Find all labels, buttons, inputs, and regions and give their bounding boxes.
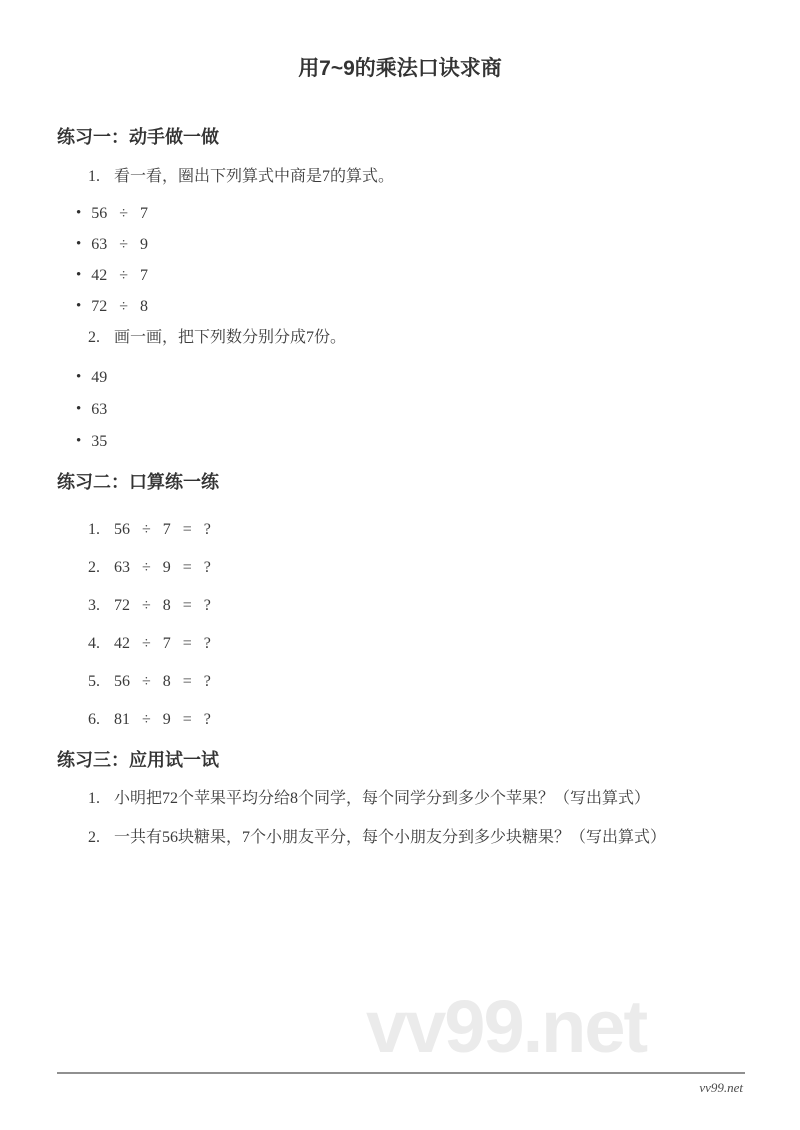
bullet-number: 49 — [91, 369, 108, 386]
bullet-item — [76, 236, 743, 253]
bullet-expression: 56 ÷ 7 — [91, 205, 149, 222]
item-number: 2. — [88, 329, 100, 346]
section-exercise-2 — [57, 471, 743, 729]
problem-item — [57, 711, 743, 729]
problem-item — [57, 559, 743, 577]
bullet-number: 63 — [91, 401, 108, 418]
problem-expression: 63 ÷ 9 = ? — [114, 559, 211, 576]
section-2-heading: 练习二：口算练一练 — [57, 472, 219, 492]
problem-number: 6. — [88, 711, 100, 728]
problem-number: 4. — [88, 635, 100, 652]
footer-divider — [57, 1072, 745, 1074]
problem-item — [57, 597, 743, 615]
problem-number: 1. — [88, 790, 100, 807]
problem-number: 2. — [88, 559, 100, 576]
number-bullet-list — [76, 369, 743, 450]
bullet-item — [76, 298, 743, 315]
bullet-item — [76, 267, 743, 284]
section-1-heading: 练习一：动手做一做 — [57, 127, 219, 147]
instruction-line — [57, 168, 743, 186]
problem-item — [57, 673, 743, 691]
bullet-icon: • — [76, 236, 82, 252]
bullet-expression: 72 ÷ 8 — [91, 298, 149, 315]
section-exercise-1 — [57, 126, 743, 450]
problem-item — [57, 635, 743, 653]
bullet-item — [76, 369, 743, 386]
instruction-text: 画一画，把下列数分别分成7份。 — [114, 329, 347, 346]
section-3-heading: 练习三：应用试一试 — [57, 750, 219, 770]
item-number: 1. — [88, 168, 100, 185]
problem-number: 5. — [88, 673, 100, 690]
word-problem-list — [57, 789, 743, 847]
bullet-item — [76, 433, 743, 450]
bullet-icon: • — [76, 298, 82, 314]
bullet-item — [76, 205, 743, 222]
problem-number: 2. — [88, 829, 100, 846]
watermark: vv99.net — [366, 985, 647, 1068]
bullet-number: 35 — [91, 433, 108, 450]
problem-number: 1. — [88, 521, 100, 538]
bullet-icon: • — [76, 205, 82, 221]
section-exercise-3 — [57, 749, 743, 847]
bullet-icon: • — [76, 433, 82, 449]
word-problem-text: 小明把72个苹果平均分给8个同学，每个同学分到多少个苹果？（写出算式） — [114, 790, 651, 807]
problem-expression: 81 ÷ 9 = ? — [114, 711, 211, 728]
mental-math-list — [57, 521, 743, 729]
word-problem-item — [57, 828, 743, 847]
problem-expression: 56 ÷ 7 = ? — [114, 521, 211, 538]
word-problem-item — [57, 789, 743, 808]
division-bullet-list — [76, 205, 743, 315]
instruction-text: 看一看，圈出下列算式中商是7的算式。 — [114, 168, 395, 185]
bullet-icon: • — [76, 267, 82, 283]
problem-expression: 42 ÷ 7 = ? — [114, 635, 211, 652]
problem-expression: 72 ÷ 8 = ? — [114, 597, 211, 614]
bullet-expression: 42 ÷ 7 — [91, 267, 149, 284]
problem-number: 3. — [88, 597, 100, 614]
footer-site-text: vv99.net — [699, 1080, 743, 1095]
page-title: 用7~9的乘法口诀求商 — [298, 57, 502, 80]
bullet-expression: 63 ÷ 9 — [91, 236, 149, 253]
problem-expression: 56 ÷ 8 = ? — [114, 673, 211, 690]
word-problem-text: 一共有56块糖果，7个小朋友平分，每个小朋友分到多少块糖果？（写出算式） — [114, 829, 667, 846]
bullet-item — [76, 401, 743, 418]
instruction-line — [57, 329, 743, 347]
problem-item — [57, 521, 743, 539]
bullet-icon: • — [76, 401, 82, 417]
bullet-icon: • — [76, 369, 82, 385]
